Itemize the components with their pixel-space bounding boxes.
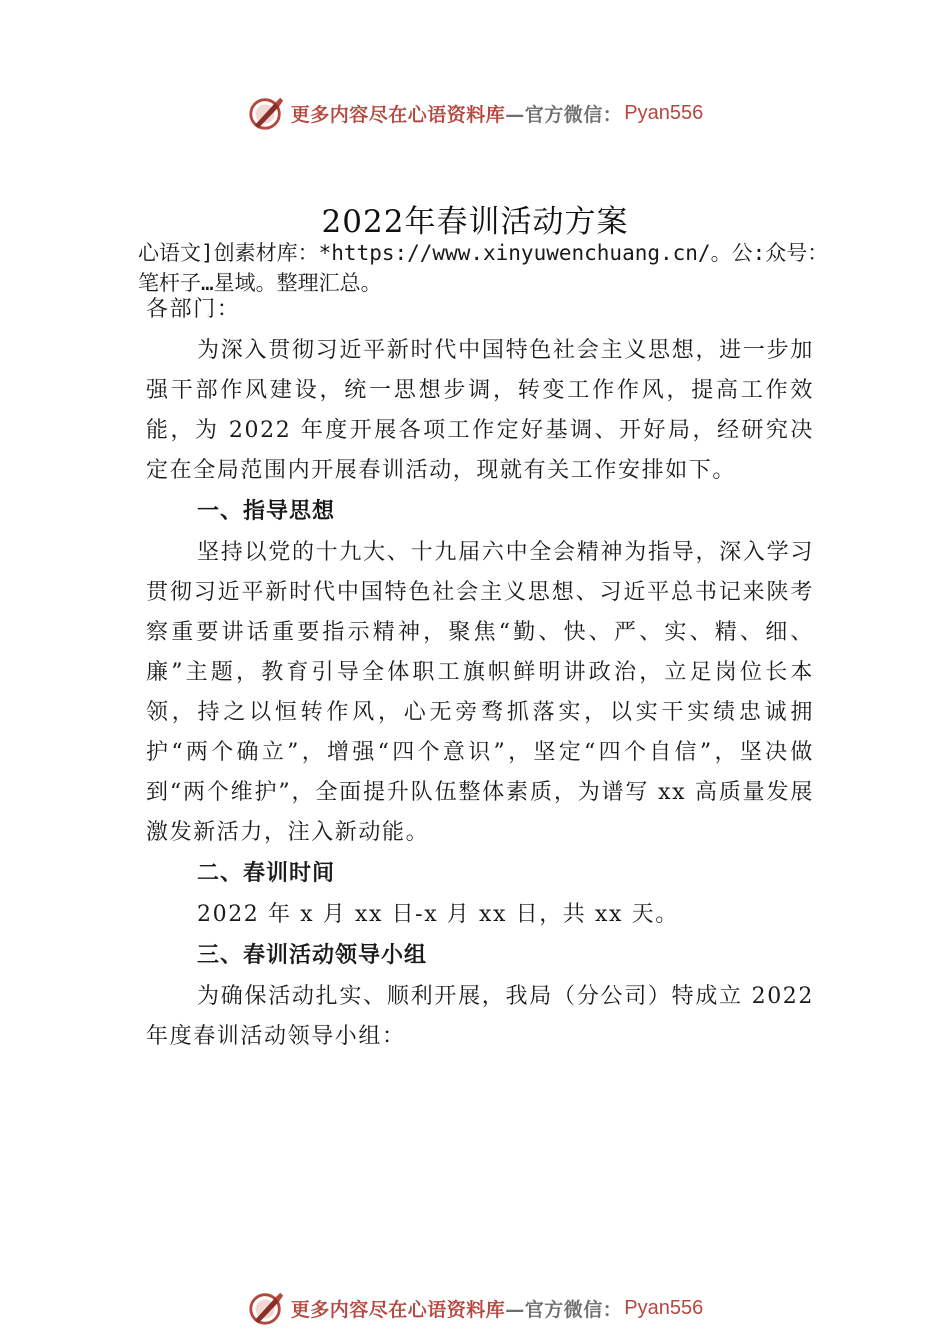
pen-circle-logo-icon (247, 1289, 285, 1327)
document-title: 2022年春训活动方案 (321, 204, 629, 240)
banner-wechat-id: Pyan556 (624, 101, 704, 124)
section-text-leading-group: 为确保活动扎实、顺利开展，我局（分公司）特成立 2022 年度春训活动领导小组： (146, 984, 814, 1049)
section-heading-guiding-ideology: 一、指导思想 (197, 499, 336, 524)
section-heading-leading-group: 三、春训活动领导小组 (197, 943, 428, 968)
banner-slogan: 更多内容尽在心语资料库—官方微信： (290, 103, 623, 126)
banner-wechat-id: Pyan556 (624, 1296, 704, 1319)
footer-watermark-banner (0, 1288, 950, 1328)
section-heading-training-time: 二、春训时间 (197, 861, 336, 886)
banner-slogan: 更多内容尽在心语资料库—官方微信： (290, 1298, 623, 1321)
source-note: 心语文]创素材库：*https://www.xinyuwenchuang.cn/。公:众号：笔杆子…星域。整理汇总。 (138, 241, 829, 295)
document-body (146, 291, 814, 1057)
header-watermark-banner (0, 93, 950, 133)
salutation: 各部门： (146, 297, 241, 322)
pen-circle-logo-icon (247, 94, 285, 132)
section-text-guiding-ideology: 坚持以党的十九大、十九届六中全会精神为指导，深入学习贯彻习近平新时代中国特色社会主义思想、习近平总书记来陕考察重要讲话重要指示精神，聚焦“勤、快、严、实、精、细、廉”主题，教育引导全体职工旗帜鲜明讲政治，立足岗位长本领，持之以恒转作风，心无旁骛抓落实，以实干实绩忠诚拥护“两个确立”，增强“四个意识”，坚定“四个自信”，坚决做到“两个维护”，全面提升队伍整体素质，为谱写 xx 高质量发展激发新活力，注入新动能。 (146, 540, 814, 845)
intro-paragraph: 为深入贯彻习近平新时代中国特色社会主义思想，进一步加强干部作风建设，统一思想步调，转变工作作风，提高工作效能，为 2022 年度开展各项工作定好基调、开好局，经研究决定在全局范围内开展春训活动，现就有关工作安排如下。 (146, 338, 814, 483)
section-text-training-time: 2022 年 x 月 xx 日-x 月 xx 日，共 xx 天。 (197, 902, 679, 927)
